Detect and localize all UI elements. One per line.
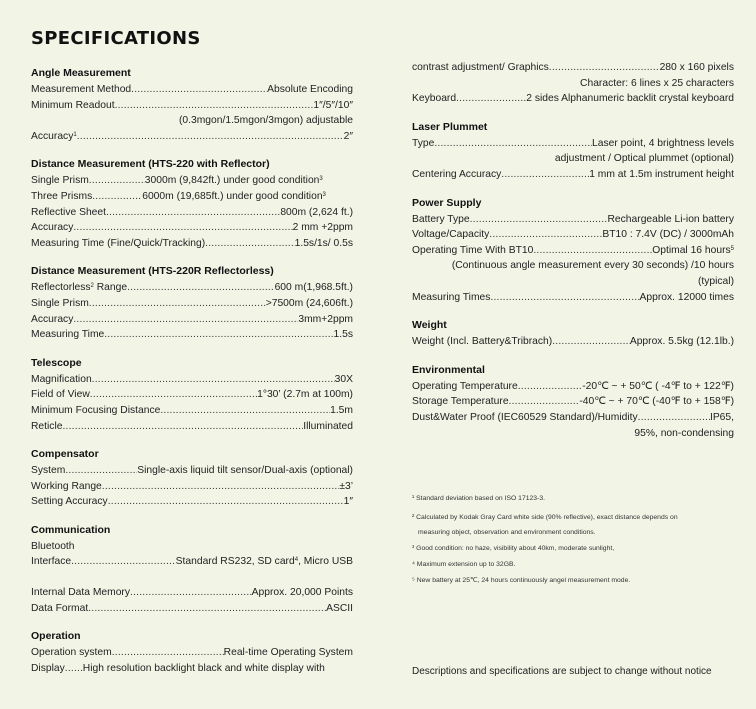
row-value: 3000m (9,842ft.) under good condition$^3$ xyxy=(144,175,323,187)
measurement-method-row xyxy=(31,82,353,98)
row-label: Minimum Readout xyxy=(31,99,115,111)
system-row xyxy=(31,463,353,479)
row-value: 1.5s/1s/ 0.5s xyxy=(294,237,353,249)
left-column xyxy=(31,58,353,676)
row-label: Measuring Time (Fine/Quick/Tracking) xyxy=(31,237,206,249)
row-label: Three Prisms xyxy=(31,190,93,202)
row-label: Display xyxy=(31,662,65,674)
row-label: Type xyxy=(412,137,435,149)
reflectorless-range-row xyxy=(31,280,353,296)
footnote-1: ¹ Standard deviation based on ISO 17123-3. xyxy=(412,495,546,502)
distance-accuracy-row xyxy=(31,220,353,236)
single-prism-row xyxy=(31,296,353,312)
weight-row xyxy=(412,334,734,350)
measuring-times-row xyxy=(412,290,734,306)
row-value: 1″/5″/10″ xyxy=(313,99,353,111)
row-value: Approx. 20,000 Points xyxy=(251,587,353,599)
row-label: Operating Temperature xyxy=(412,380,518,392)
page-title: SPECIFICATIONS xyxy=(31,28,201,49)
keyboard-row xyxy=(412,91,734,107)
laser-plummet-section xyxy=(412,120,734,183)
bluetooth-row: Bluetooth xyxy=(31,540,75,552)
row-value: 1.5s xyxy=(333,329,353,341)
row-value: Rechargeable Li-ion battery xyxy=(607,213,734,225)
operating-time-row xyxy=(412,243,734,259)
row-value: Real-time Operating System xyxy=(223,647,353,659)
row-value: Standard RS232, SD card$^4$, Micro USB xyxy=(175,556,353,568)
row-label: Reflective Sheet xyxy=(31,206,106,218)
row-value: -20℃ ~ + 50℃ ( -4℉ to + 122℉) xyxy=(582,380,734,392)
angle-accuracy-row xyxy=(31,129,353,145)
reflectorless-accuracy-row xyxy=(31,312,353,328)
row-label: Single Prism xyxy=(31,297,89,309)
power-supply-heading: Power Supply xyxy=(412,196,482,209)
row-value: 3mm+2ppm xyxy=(298,313,353,325)
row-value: 6000m (19,685ft.) under good condition$^3$ xyxy=(142,190,326,202)
row-label: Accuracy xyxy=(31,313,74,325)
internal-memory-row xyxy=(31,585,353,601)
dust-water-row xyxy=(412,410,734,426)
operation-heading: Operation xyxy=(31,630,81,643)
centering-accuracy-row xyxy=(412,167,734,183)
row-label: System xyxy=(31,465,66,477)
display-continued xyxy=(412,60,734,107)
row-label: Accuracy$^1$ xyxy=(31,130,77,142)
footnote-2-continuation: measuring object, observation and environment conditions. xyxy=(418,529,596,537)
power-supply-section xyxy=(412,196,734,306)
laser-type-continuation: adjustment / Optical plummet (optional) xyxy=(554,153,734,165)
data-format-row xyxy=(31,601,353,617)
three-prisms-row xyxy=(31,189,353,205)
row-label: Minimum Focusing Distance xyxy=(31,404,161,416)
row-label: Internal Data Memory xyxy=(31,587,131,599)
row-label: Dust&Water Proof (IEC60529 Standard)/Humidity xyxy=(412,411,638,423)
telescope-section xyxy=(31,356,353,434)
row-value: ASCII xyxy=(326,602,353,614)
row-label: Working Range xyxy=(31,480,102,492)
display-row xyxy=(31,661,353,677)
row-value: 2 mm +2ppm xyxy=(292,222,353,234)
interface-row xyxy=(31,554,353,570)
row-value: Optimal 16 hours$^5$ xyxy=(652,244,734,256)
weight-heading: Weight xyxy=(412,319,447,332)
right-column xyxy=(412,58,734,441)
row-label: Single Prism xyxy=(31,175,89,187)
operation-system-row xyxy=(31,645,353,661)
disclaimer: Descriptions and specifications are subject to change without notice xyxy=(412,666,712,677)
humidity-continuation: 95%, non-condensing xyxy=(634,427,734,439)
row-label: Measuring Times xyxy=(412,291,491,303)
reflectorless-time-row xyxy=(31,327,353,343)
character-row: Character: 6 lines x 25 characters xyxy=(580,77,734,89)
operating-temperature-row xyxy=(412,379,734,395)
footnote-5: ⁵ New battery at 25℃, 24 hours continuously angel measurement mode. xyxy=(412,576,631,584)
row-value: Single-axis liquid tilt sensor/Dual-axis (optional) xyxy=(137,465,353,477)
row-value: 2″ xyxy=(343,130,353,142)
row-value: 30X xyxy=(334,373,353,385)
operating-time-continuation: (Continuous angle measurement every 30 seconds) /10 hours xyxy=(451,260,734,272)
row-label: Keyboard xyxy=(412,93,457,105)
working-range-row xyxy=(31,479,353,495)
row-value: Absolute Encoding xyxy=(267,84,353,95)
angle-measurement-section xyxy=(31,66,353,144)
row-label: Centering Accuracy xyxy=(412,168,502,180)
readout-continuation: (0.3mgon/1.5mgon/3mgon) adjustable xyxy=(178,115,353,127)
row-value: ±3’ xyxy=(339,480,353,492)
row-value: 800m (2,624 ft.) xyxy=(280,206,353,218)
row-label: Measuring Time xyxy=(31,329,105,341)
row-label: Reticle xyxy=(31,420,63,432)
voltage-capacity-row xyxy=(412,227,734,243)
single-prism-row xyxy=(31,173,353,189)
row-label: Battery Type xyxy=(412,213,470,225)
row-value: Approx. 5.5kg (12.1lb.) xyxy=(629,336,734,348)
distance-reflectorless-heading: Distance Measurement (HTS-220R Reflectorless) xyxy=(31,265,274,278)
row-label: Voltage/Capacity xyxy=(412,229,490,241)
row-label: Accuracy xyxy=(31,222,74,234)
row-label: contrast adjustment/ Graphics xyxy=(412,62,549,73)
reflective-sheet-row xyxy=(31,205,353,221)
environmental-section xyxy=(412,363,734,441)
row-label: Weight (Incl. Battery&Tribrach) xyxy=(412,336,553,348)
row-label: Measurement Method xyxy=(31,84,132,95)
footnote-2: ² Calculated by Kodak Gray Card white side (90% reflective), exact distance depends on xyxy=(412,513,678,521)
focusing-distance-row xyxy=(31,403,353,419)
row-label: Field of View xyxy=(31,389,90,401)
row-value: IP65, xyxy=(709,411,734,423)
operating-time-typical: (typical) xyxy=(697,275,734,287)
weight-section xyxy=(412,318,734,350)
row-label: Data Format xyxy=(31,602,89,614)
row-value: 1 mm at 1.5m instrument height xyxy=(589,168,734,180)
setting-accuracy-row xyxy=(31,494,353,510)
row-value: Laser point, 4 brightness levels xyxy=(592,137,734,149)
field-of-view-row xyxy=(31,387,353,403)
measuring-time-row xyxy=(31,236,353,252)
footnote-3: ³ Good condition: no haze, visibility about 40km, moderate sunlight, xyxy=(412,545,615,553)
compensator-section xyxy=(31,447,353,510)
operation-section xyxy=(31,629,353,676)
row-value: >7500m (24,606ft.) xyxy=(265,297,353,309)
graphics-row xyxy=(412,60,734,76)
row-label: Setting Accuracy xyxy=(31,496,108,508)
magnification-row xyxy=(31,372,353,388)
distance-reflector-heading: Distance Measurement (HTS-220 with Reflector) xyxy=(31,158,270,171)
footnote-4: ⁴ Maximum extension up to 32GB. xyxy=(412,560,516,568)
row-label: Operation system xyxy=(31,647,112,659)
row-value: Illuminated xyxy=(303,420,353,432)
laser-plummet-heading: Laser Plummet xyxy=(412,120,488,133)
row-value: High resolution backlight black and white display with xyxy=(82,662,325,674)
row-value: BT10 : 7.4V (DC) / 3000mAh xyxy=(602,229,734,241)
row-label: Interface xyxy=(31,556,72,568)
row-value: 280 x 160 pixels xyxy=(659,62,734,73)
laser-type-row xyxy=(412,136,734,152)
distance-reflector-section xyxy=(31,157,353,251)
minimum-readout-row xyxy=(31,98,353,114)
footnotes xyxy=(412,493,742,587)
angle-measurement-heading: Angle Measurement xyxy=(31,67,131,79)
row-value: 1″ xyxy=(343,496,353,508)
telescope-heading: Telescope xyxy=(31,356,82,369)
environmental-heading: Environmental xyxy=(412,363,485,376)
storage-temperature-row xyxy=(412,394,734,410)
row-label: Reflectorless$^2$ Range xyxy=(31,282,128,294)
battery-type-row xyxy=(412,212,734,228)
row-value: Approx. 12000 times xyxy=(639,291,734,303)
distance-reflectorless-section xyxy=(31,264,353,342)
row-value: 2 sides Alphanumeric backlit crystal keyboard xyxy=(526,93,734,105)
row-value: -40℃ ~ + 70℃ (-40℉ to + 158℉) xyxy=(579,396,734,408)
row-value: 1°30’ (2.7m at 100m) xyxy=(257,389,353,401)
row-value: 600 m(1,968.5ft.) xyxy=(274,282,353,294)
communication-heading: Communication xyxy=(31,523,111,536)
communication-section xyxy=(31,523,353,616)
compensator-heading: Compensator xyxy=(31,448,99,461)
row-value: 1.5m xyxy=(330,404,353,416)
row-label: Operating Time With BT10 xyxy=(412,244,534,256)
row-label: Storage Temperature xyxy=(412,396,509,408)
reticle-row xyxy=(31,419,353,435)
row-label: Magnification xyxy=(31,373,92,385)
